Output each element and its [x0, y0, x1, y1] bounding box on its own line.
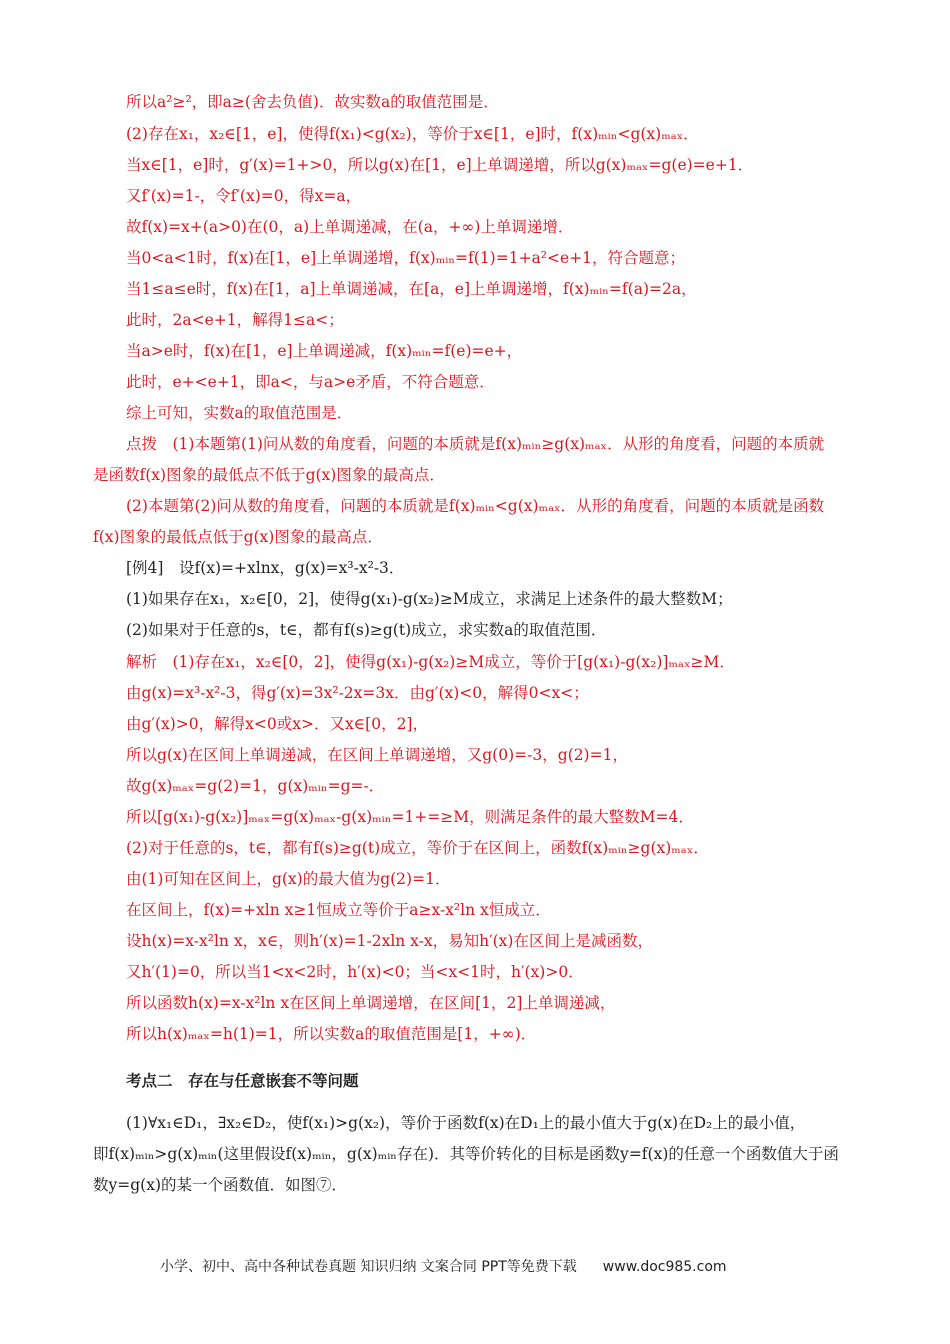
question-line: (1)如果存在x₁，x₂∈[0，2]，使得g(x₁)-g(x₂)≥M成立，求满足上述条件的最大整数M；	[126, 590, 733, 608]
solution-line: 当x∈[1，e]时，g′(x)=1+>0，所以g(x)在[1，e]上单调递增，所以g(x)ₘₐₓ=g(e)=e+1．	[126, 156, 754, 174]
solution-line: 此时，e+<e+1，即a<，与a>e矛盾，不符合题意．	[126, 373, 495, 391]
example-title: [例4] 设f(x)=+xlnx，g(x)=x³-x²-3．	[126, 559, 405, 577]
solution-line: 解析 (1)存在x₁，x₂∈[0，2]，使得g(x₁)-g(x₂)≥M成立，等价于[g(x₁)-g(x₂)]ₘₐₓ≥M．	[126, 653, 735, 671]
solution-line: 由g′(x)>0，解得x<0或x>．又x∈[0，2]，	[126, 715, 428, 733]
solution-line: 此时，2a<e+1，解得1≤a<；	[126, 311, 344, 329]
solution-line: 所以[g(x₁)-g(x₂)]ₘₐₓ=g(x)ₘₐₓ-g(x)ₘᵢₙ=1+=≥M，则满足条件的最大整数M=4．	[126, 808, 694, 826]
footer-text: 小学、初中、高中各种试卷真题 知识归纳 文案合同 PPT等免费下载	[160, 1259, 577, 1275]
solution-line: 当a>e时，f(x)在[1，e]上单调递减，f(x)ₘᵢₙ=f(e)=e+，	[126, 342, 523, 360]
solution-line: 故g(x)ₘₐₓ=g(2)=1，g(x)ₘᵢₙ=g=-．	[126, 777, 385, 795]
solution-line: 所以g(x)在区间上单调递减，在区间上单调递增，又g(0)=-3，g(2)=1，	[126, 746, 628, 764]
tip-line: f(x)图象的最低点低于g(x)图象的最高点．	[93, 528, 383, 546]
solution-line: 设h(x)=x-x²ln x，x∈，则h′(x)=1-2xln x-x，易知h′(x)在区间上是减函数，	[126, 932, 653, 950]
body-line: 数y=g(x)的某一个函数值．如图⑦．	[93, 1176, 348, 1194]
solution-line: 在区间上，f(x)=+xln x≥1恒成立等价于a≥x-x²ln x恒成立．	[126, 901, 551, 919]
question-line: (2)如果对于任意的s，t∈，都有f(s)≥g(t)成立，求实数a的取值范围．	[126, 621, 607, 639]
solution-line: 由g(x)=x³-x²-3，得g′(x)=3x²-2x=3x．由g′(x)<0，解得0<x<；	[126, 684, 589, 702]
footer-url[interactable]: www.doc985.com	[602, 1259, 727, 1275]
tip-line: 点拨 (1)本题第(1)问从数的角度看，问题的本质就是f(x)ₘᵢₙ≥g(x)ₘₐₓ．从形的角度看，问题的本质就	[126, 435, 825, 453]
solution-line: 由(1)可知在区间上，g(x)的最大值为g(2)=1．	[126, 870, 451, 888]
solution-line: 又f′(x)=1-，令f′(x)=0，得x=a，	[126, 187, 362, 205]
solution-line: (2)存在x₁，x₂∈[1，e]，使得f(x₁)<g(x₂)，等价于x∈[1，e]时，f(x)ₘᵢₙ<g(x)ₘₐₓ．	[126, 125, 699, 143]
solution-line: 又h′(1)=0，所以当1<x<2时，h′(x)<0；当<x<1时，h′(x)>0．	[126, 963, 584, 981]
footer	[160, 1256, 727, 1276]
solution-line: 所以函数h(x)=x-x²ln x在区间上单调递增，在区间[1，2]上单调递减，	[126, 994, 616, 1012]
section-title: 考点二 存在与任意嵌套不等问题	[126, 1072, 359, 1090]
solution-line: 所以a²≥²，即a≥(舍去负值)．故实数a的取值范围是．	[126, 93, 499, 111]
solution-line: 当1≤a≤e时，f(x)在[1，a]上单调递减，在[a，e]上单调递增，f(x)ₘᵢₙ=f(a)=2a，	[126, 280, 697, 298]
solution-line: 当0<a<1时，f(x)在[1，e]上单调递增，f(x)ₘᵢₙ=f(1)=1+a²<e+1，符合题意；	[126, 249, 686, 267]
solution-line: 所以h(x)ₘₐₓ=h(1)=1，所以实数a的取值范围是[1，+∞)．	[126, 1025, 537, 1043]
solution-line: 故f(x)=x+(a>0)在(0，a)上单调递减，在(a，+∞)上单调递增．	[126, 218, 574, 236]
body-line: 即f(x)ₘᵢₙ>g(x)ₘᵢₙ(这里假设f(x)ₘᵢₙ，g(x)ₘᵢₙ存在)．其等价转化的目标是函数y=f(x)的任意一个函数值大于函	[93, 1145, 839, 1163]
solution-line: 综上可知，实数a的取值范围是．	[126, 404, 353, 422]
solution-line: (2)对于任意的s，t∈，都有f(s)≥g(t)成立，等价于在区间上，函数f(x)ₘᵢₙ≥g(x)ₘₐₓ．	[126, 839, 709, 857]
tip-line: (2)本题第(2)问从数的角度看，问题的本质就是f(x)ₘᵢₙ<g(x)ₘₐₓ．从形的角度看，问题的本质就是函数	[126, 497, 825, 515]
body-line: (1)∀x₁∈D₁，∃x₂∈D₂，使f(x₁)>g(x₂)，等价于函数f(x)在D₁上的最小值大于g(x)在D₂上的最小值，	[126, 1114, 806, 1132]
tip-line: 是函数f(x)图象的最低点不低于g(x)图象的最高点．	[93, 466, 445, 484]
